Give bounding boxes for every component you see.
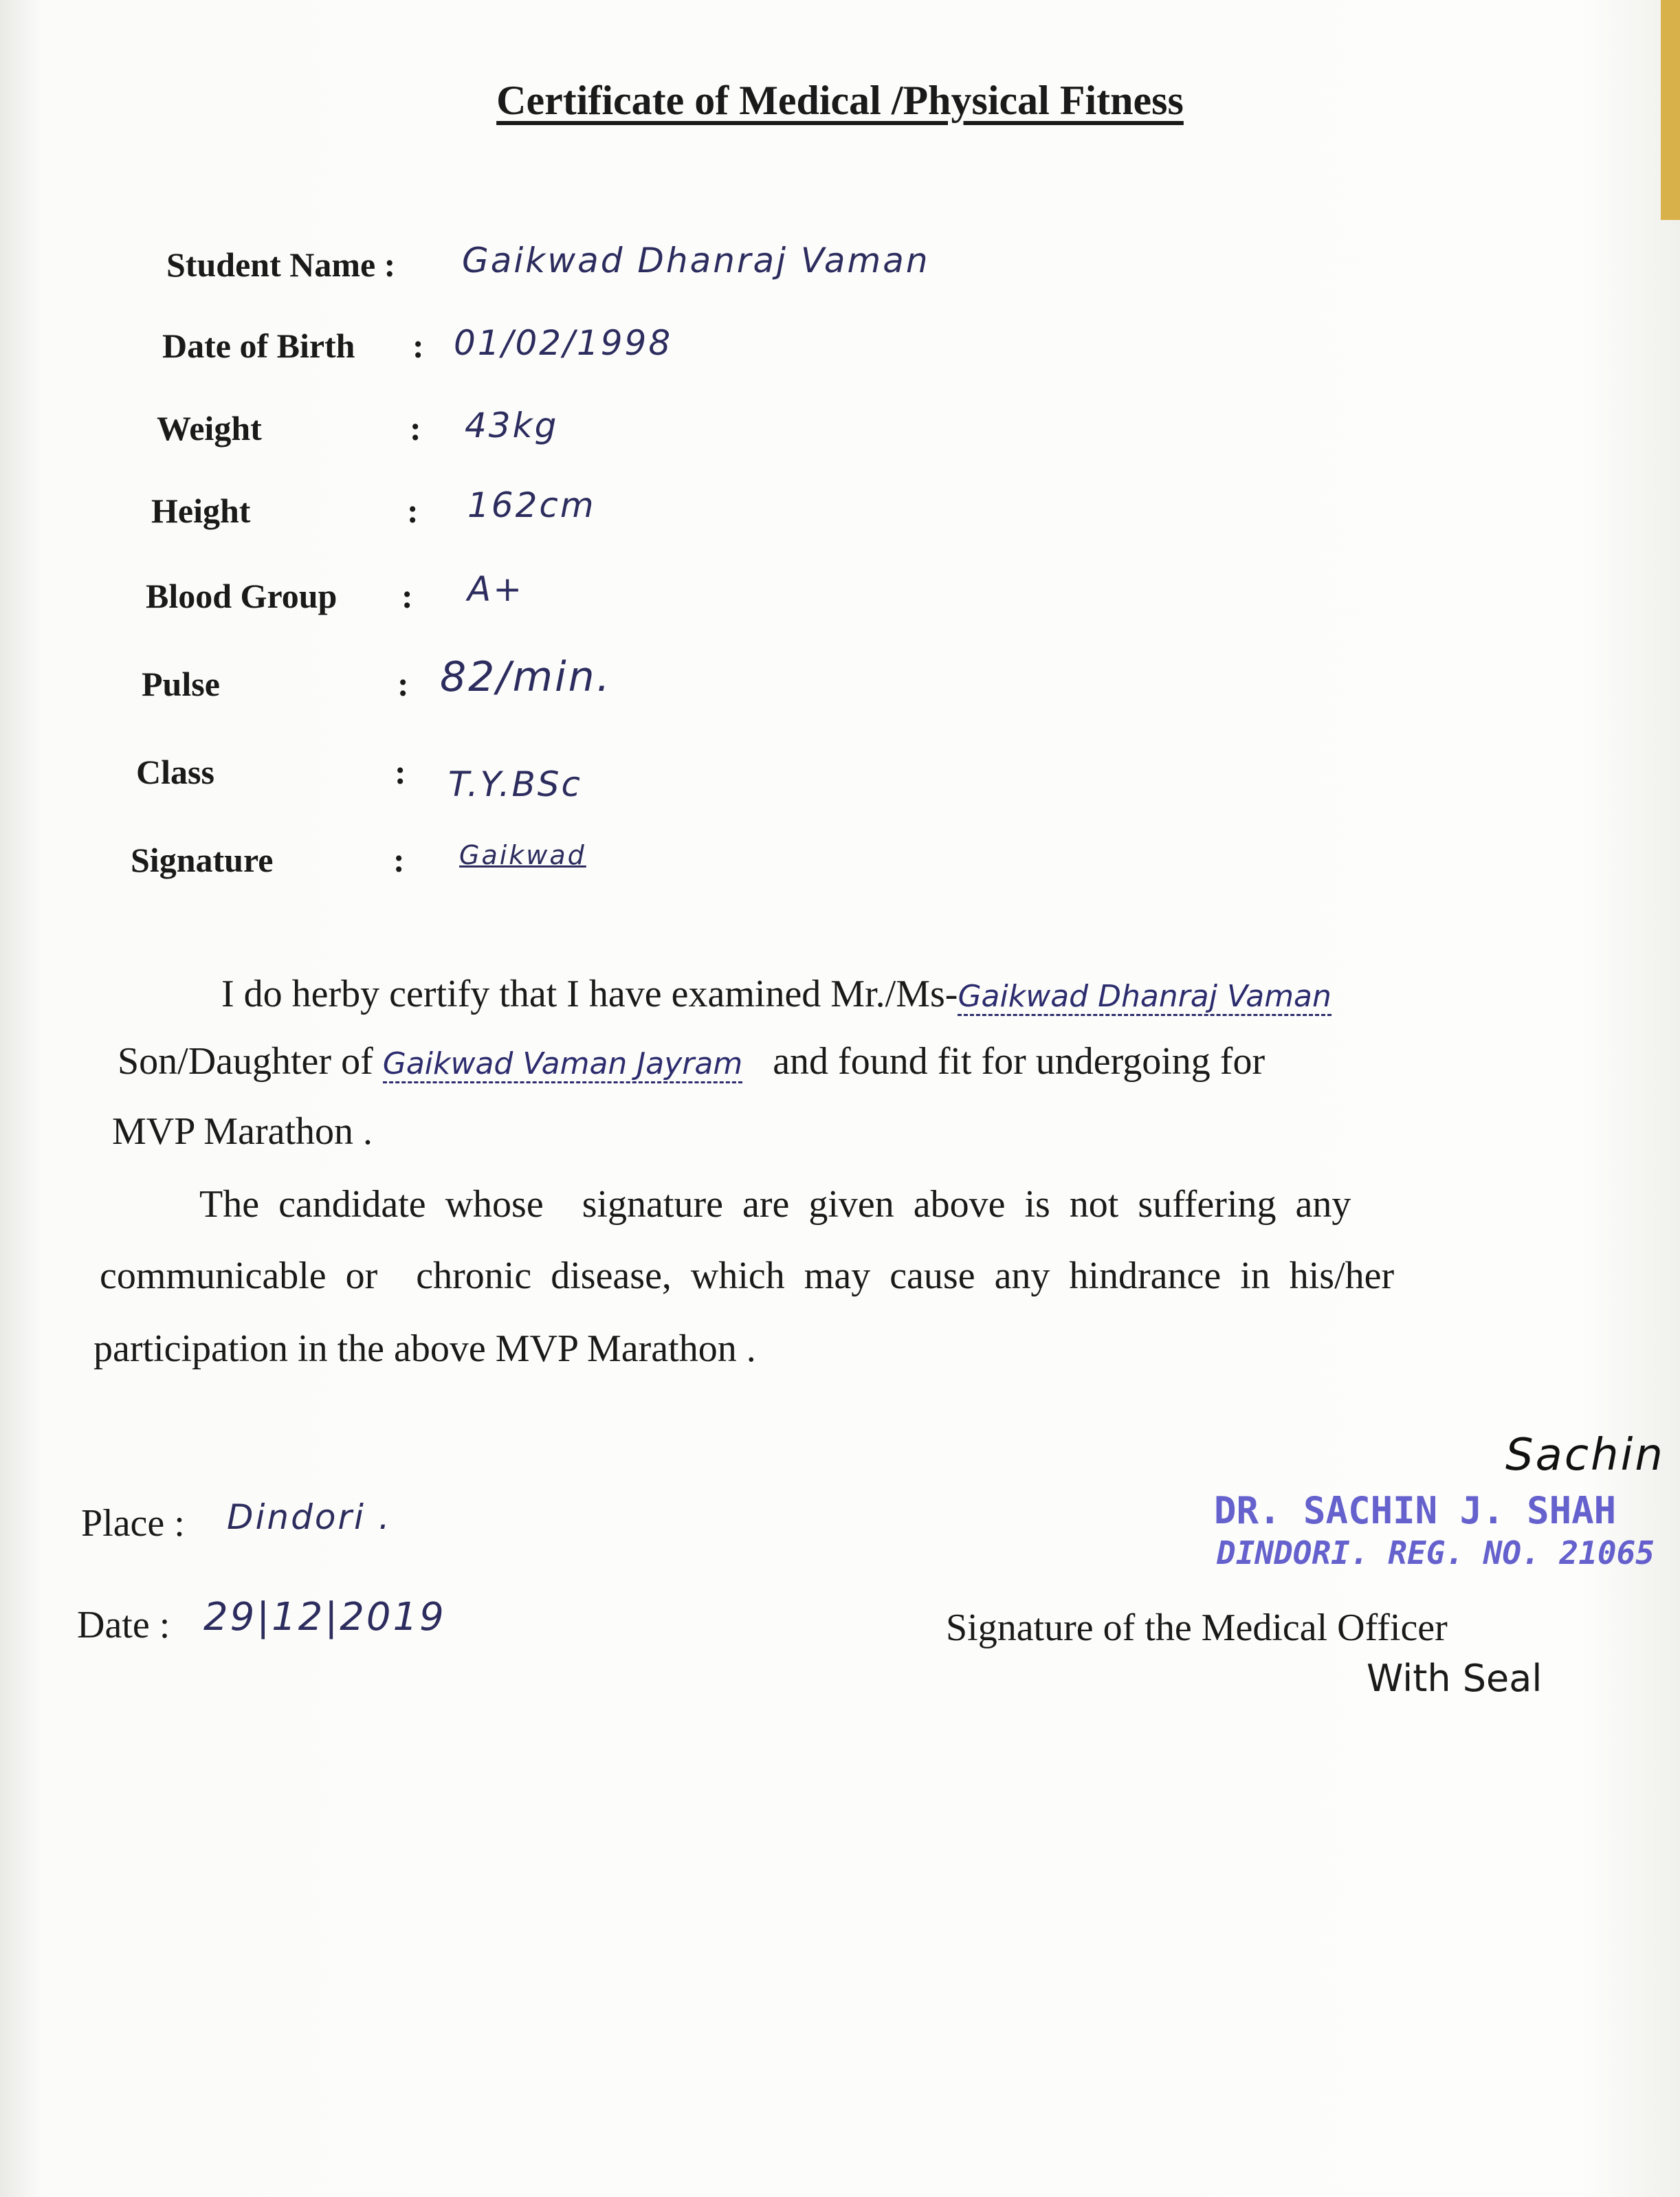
certify-text: Son/Daughter of (118, 1040, 373, 1083)
certificate-title: Certificate of Medical /Physical Fitness (496, 78, 1184, 123)
colon: : (407, 492, 419, 530)
label-weight: Weight (157, 409, 262, 448)
certify-line-1 (221, 972, 1331, 1016)
statement-line-1: The candidate whose signature are given above is not suffering any (199, 1183, 1351, 1226)
date-label: Date : (77, 1604, 170, 1646)
label-student-name: Student Name : (166, 245, 396, 284)
place-label: Place : (81, 1502, 185, 1545)
colon: : (412, 327, 424, 365)
officer-caption-seal: With Seal (1367, 1657, 1543, 1700)
certify-text: and found fit for undergoing for (773, 1040, 1265, 1083)
parent-name: Gaikwad Vaman Jayram (383, 1046, 742, 1083)
label-dob: Date of Birth (162, 327, 355, 365)
certify-line-3: MVP Marathon . (112, 1110, 373, 1153)
colon: : (401, 577, 413, 615)
label-class: Class (136, 753, 214, 791)
student-signature: Gaikwad (459, 840, 586, 870)
certify-line-2 (118, 1039, 1265, 1083)
examined-name: Gaikwad Dhanraj Vaman (958, 979, 1331, 1016)
stamp-line-1: DR. SACHIN J. SHAH (1214, 1489, 1617, 1532)
value-weight: 43kg (465, 406, 559, 445)
label-height: Height (151, 492, 251, 530)
colon: : (410, 409, 421, 448)
place-value: Dindori . (227, 1497, 392, 1537)
colon: : (395, 753, 406, 791)
value-student-name: Gaikwad Dhanraj Vaman (462, 241, 930, 280)
officer-signature: Sachin (1505, 1430, 1665, 1481)
colon: : (393, 841, 405, 879)
value-class: T.Y.BSc (448, 764, 583, 804)
label-pulse: Pulse (142, 665, 220, 703)
value-blood-group: A+ (467, 569, 524, 609)
stamp-line-2: DINDORI. REG. NO. 21065 (1217, 1534, 1655, 1571)
value-height: 162cm (467, 485, 596, 525)
statement-line-2: communicable or chronic disease, which may cause any hindrance in his/her (100, 1255, 1395, 1297)
label-signature: Signature (131, 841, 274, 879)
certify-text: I do herby certify that I have examined Mr./Ms- (221, 973, 958, 1015)
label-blood-group: Blood Group (146, 577, 338, 615)
value-dob: 01/02/1998 (454, 323, 673, 363)
value-pulse: 82/min. (440, 653, 612, 701)
officer-caption: Signature of the Medical Officer (946, 1607, 1448, 1649)
statement-line-3: participation in the above MVP Marathon . (93, 1327, 756, 1370)
date-value: 29|12|2019 (203, 1595, 446, 1640)
colon: : (397, 665, 409, 703)
